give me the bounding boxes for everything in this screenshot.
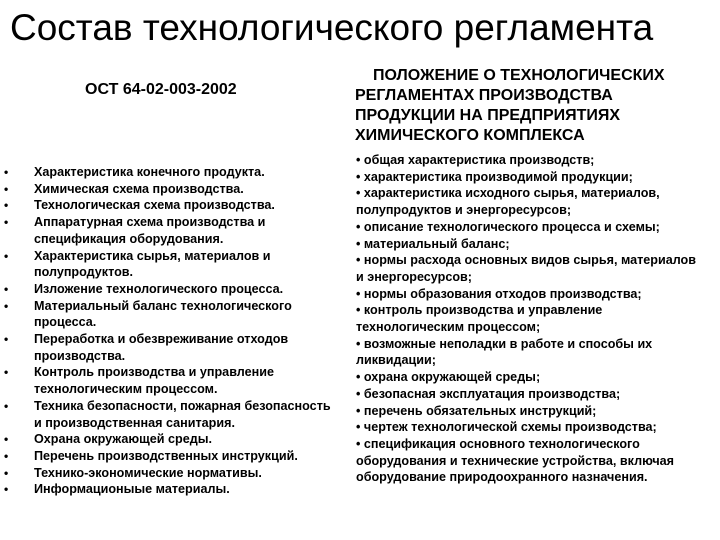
- list-item: [4, 181, 339, 198]
- left-column-heading: ОСТ 64-02-003-2002: [85, 81, 237, 98]
- list-item-text: Химическая схема производства.: [34, 181, 244, 196]
- list-item-text: Охрана окружающей среды.: [34, 432, 212, 447]
- list-item: [4, 481, 339, 498]
- list-item-text: Аппаратурная схема производства и спецификация оборудования.: [34, 215, 266, 246]
- list-item-text: Характеристика конечного продукта.: [34, 165, 265, 179]
- right-heading-rest: РЕГЛАМЕНТАХ ПРОИЗВОДСТВА ПРОДУКЦИИ НА ПРЕДПРИЯТИЯХ ХИМИЧЕСКОГО КОМПЛЕКСА: [355, 87, 621, 144]
- list-item-text: Характеристика сырья, материалов и полупродуктов.: [34, 248, 271, 280]
- bullet-icon: •: [4, 298, 9, 313]
- list-item: [4, 248, 339, 281]
- bullet-icon: •: [4, 181, 9, 196]
- list-item-text: Техника безопасности, пожарная безопасность и производственная санитария.: [34, 398, 331, 430]
- page-title: Состав технологического регламента: [10, 7, 654, 48]
- list-item: [4, 448, 339, 465]
- list-item: [4, 298, 339, 331]
- list-item: • описание технологического процесса и схемы;: [356, 219, 660, 234]
- right-column-heading: [355, 66, 705, 146]
- list-item-text: Перечень производственных инструкций.: [34, 448, 298, 463]
- bullet-icon: •: [4, 281, 9, 296]
- list-item: • контроль производства и управление технологическим процессом;: [356, 303, 603, 335]
- bullet-icon: •: [4, 248, 9, 263]
- list-item: • характеристика исходного сырья, материалов, полупродуктов и энергоресурсов;: [356, 186, 660, 218]
- list-item: • безопасная эксплуатация производства;: [356, 386, 621, 401]
- left-bullet-list: [4, 164, 339, 498]
- list-item: • характеристика производимой продукции;: [356, 169, 633, 184]
- list-item: • материальный баланс;: [356, 236, 510, 251]
- list-item: • нормы расхода основных видов сырья, материалов и энергоресурсов;: [356, 253, 696, 284]
- list-item-text: Технико-экономические нормативы.: [34, 465, 262, 480]
- bullet-icon: •: [4, 365, 9, 380]
- list-item-text: Изложение технологического процесса.: [34, 281, 284, 296]
- bullet-icon: •: [4, 398, 9, 413]
- list-item: • общая характеристика производств;: [356, 153, 595, 167]
- list-item-text: Технологическая схема производства.: [34, 198, 275, 213]
- list-item: • спецификация основного технологического оборудования и технические устройства, включая оборудование природоохранного назначения.: [356, 436, 675, 485]
- list-item: [4, 431, 339, 448]
- bullet-icon: •: [4, 332, 9, 347]
- list-item: • охрана окружающей среды;: [356, 370, 541, 385]
- list-item: • чертеж технологической схемы производства;: [356, 420, 657, 435]
- list-item-text: Материальный баланс технологического процесса.: [34, 298, 292, 330]
- list-item: [4, 164, 339, 181]
- list-item: • перечень обязательных инструкций;: [356, 403, 597, 418]
- list-item: [4, 331, 339, 364]
- list-item: [4, 465, 339, 482]
- list-item: [4, 364, 339, 397]
- list-item: [4, 398, 339, 431]
- bullet-icon: •: [4, 215, 9, 230]
- bullet-icon: •: [4, 448, 9, 463]
- bullet-icon: •: [4, 432, 9, 447]
- list-item-text: Переработка и обезвреживание отходов производства.: [34, 332, 289, 363]
- list-item-text: Контроль производства и управление технологическим процессом.: [34, 365, 274, 397]
- right-heading-line-1: ПОЛОЖЕНИЕ О ТЕХНОЛОГИЧЕСКИХ: [373, 67, 665, 84]
- list-item: [4, 281, 339, 298]
- list-item-text: Информационыые материалы.: [34, 482, 230, 497]
- list-item: • нормы образования отходов производства;: [356, 286, 642, 301]
- list-item: [4, 197, 339, 214]
- bullet-icon: •: [4, 482, 9, 497]
- bullet-icon: •: [4, 165, 9, 179]
- list-item: [4, 214, 339, 247]
- bullet-icon: •: [4, 198, 9, 213]
- right-item-list: [356, 152, 706, 486]
- list-item: • возможные неполадки в работе и способы их ликвидации;: [356, 336, 653, 368]
- bullet-icon: •: [4, 465, 9, 480]
